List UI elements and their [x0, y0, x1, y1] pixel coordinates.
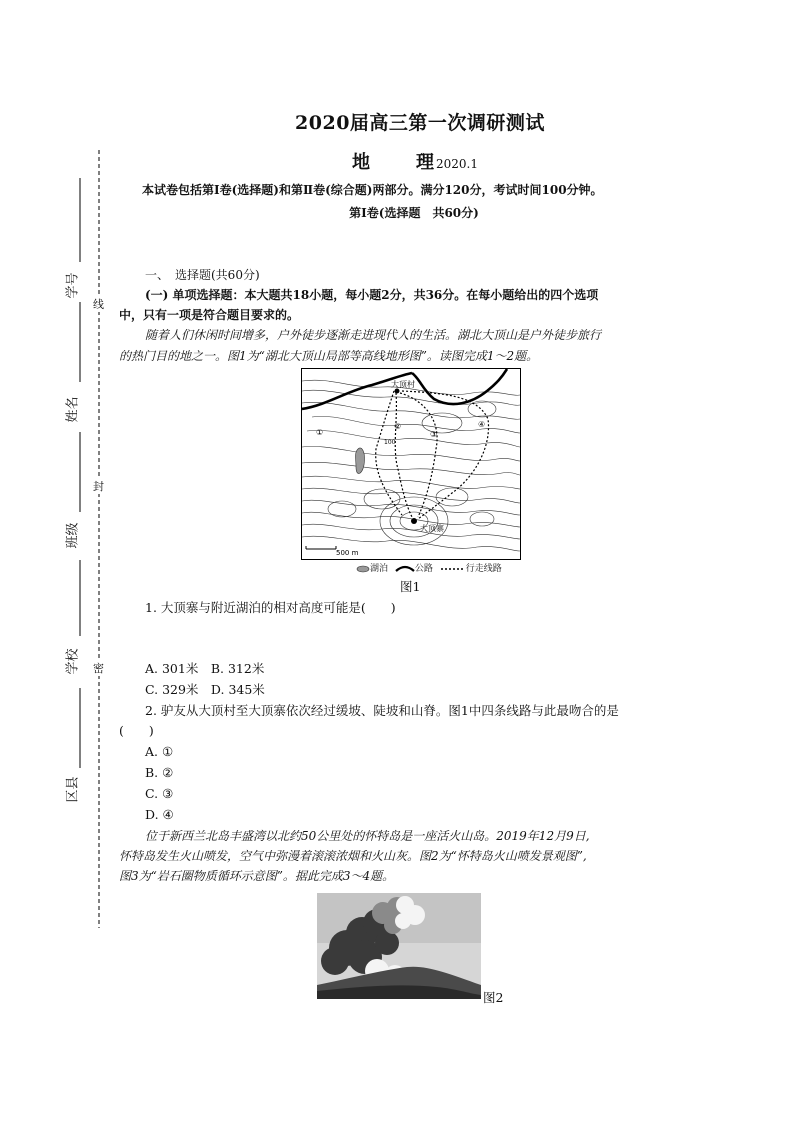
map-label-village: 大顶村 — [391, 380, 415, 389]
material-2-line-3: 图3为“岩石圈物质循环示意图”。据此完成3～4题。 — [119, 869, 395, 883]
map-route-2: ② — [394, 422, 402, 431]
legend-trail: 行走线路 — [465, 564, 502, 574]
section-heading: 一、 选择题(共60分) — [145, 268, 260, 282]
q2-stem-line-1: 2. 驴友从大顶村至大顶寨依次经过缓坡、陡坡和山脊。图1中四条线路与此最吻合的是 — [145, 703, 619, 718]
subject-char-2: 理 — [416, 152, 434, 173]
label-student-name: 姓名 — [64, 396, 80, 423]
map-label-contour: 100 — [384, 439, 396, 446]
q1-options-cd: C. 329米 D. 345米 — [145, 682, 265, 697]
subject-heading — [352, 148, 478, 174]
instruction-line-2: 中，只有一项是符合题目要求的。 — [119, 308, 300, 322]
material-2-line-1: 位于新西兰北岛丰盛湾以北约50公里处的怀特岛是一座活火山岛。2019年12月9日, — [145, 829, 590, 843]
q2-option-b: B. ② — [145, 765, 174, 780]
label-student-number: 学号 — [64, 272, 80, 299]
q2-option-c: C. ③ — [145, 786, 174, 801]
map-route-3: ③ — [430, 430, 438, 439]
material-2-line-2: 怀特岛发生火山喷发，空气中弥漫着滚滚浓烟和火山灰。图2为“怀特岛火山喷发景观图”, — [119, 849, 587, 863]
q2-option-d: D. ④ — [145, 807, 174, 822]
mark-seal: 封 — [93, 480, 104, 493]
instruction-line-1: (一) 单项选择题：本大题共18小题，每小题2分，共36分。在每小题给出的四个选项 — [145, 288, 599, 302]
label-school: 学校 — [64, 648, 80, 675]
exam-date: 2020.1 — [436, 157, 478, 171]
legend-road: 公路 — [414, 564, 433, 574]
contour-map — [301, 368, 521, 560]
exam-intro: 本试卷包括第Ⅰ卷(选择题)和第Ⅱ卷(综合题)两部分。满分120分，考试时间100分钟。 — [142, 183, 603, 197]
contour-map-drawing — [302, 369, 520, 559]
volcano-photo-drawing — [317, 893, 481, 999]
figure-2-caption: 图2 — [483, 990, 504, 1005]
material-1-line-1: 随着人们休闲时间增多，户外徒步逐渐走进现代人的生活。湖北大顶山是户外徒步旅行 — [145, 328, 602, 342]
legend-lake-icon — [356, 565, 370, 573]
subject-char-1: 地 — [352, 152, 370, 173]
material-1-line-2: 的热门目的地之一。图1为“湖北大顶山局部等高线地形图”。读图完成1～2题。 — [119, 349, 539, 363]
legend-lake: 湖泊 — [370, 564, 389, 574]
part-one-heading: 第Ⅰ卷(选择题 共60分) — [349, 206, 479, 220]
label-district: 区县 — [64, 776, 80, 803]
label-class: 班级 — [64, 522, 80, 549]
q1-stem: 1. 大顶寨与附近湖泊的相对高度可能是( ) — [145, 600, 396, 615]
map-route-1: ① — [316, 428, 324, 437]
q2-stem-line-2: ( ) — [119, 723, 154, 738]
map-label-peak: 大顶寨 — [420, 524, 444, 533]
mark-line: 线 — [93, 298, 104, 311]
q2-option-a: A. ① — [145, 744, 174, 759]
map-scale-label: 500 m — [336, 549, 359, 557]
figure-1-caption: 图1 — [400, 579, 421, 594]
q1-options-ab: A. 301米 B. 312米 — [145, 661, 265, 676]
mark-secret: 密 — [93, 662, 104, 675]
legend-trail-icon — [440, 565, 466, 573]
map-legend — [356, 561, 502, 574]
legend-road-icon — [395, 565, 415, 573]
exam-title: 2020届高三第一次调研测试 — [295, 112, 545, 134]
map-route-4: ④ — [478, 420, 486, 429]
volcano-photo — [317, 893, 481, 999]
binding-lines — [0, 0, 120, 940]
